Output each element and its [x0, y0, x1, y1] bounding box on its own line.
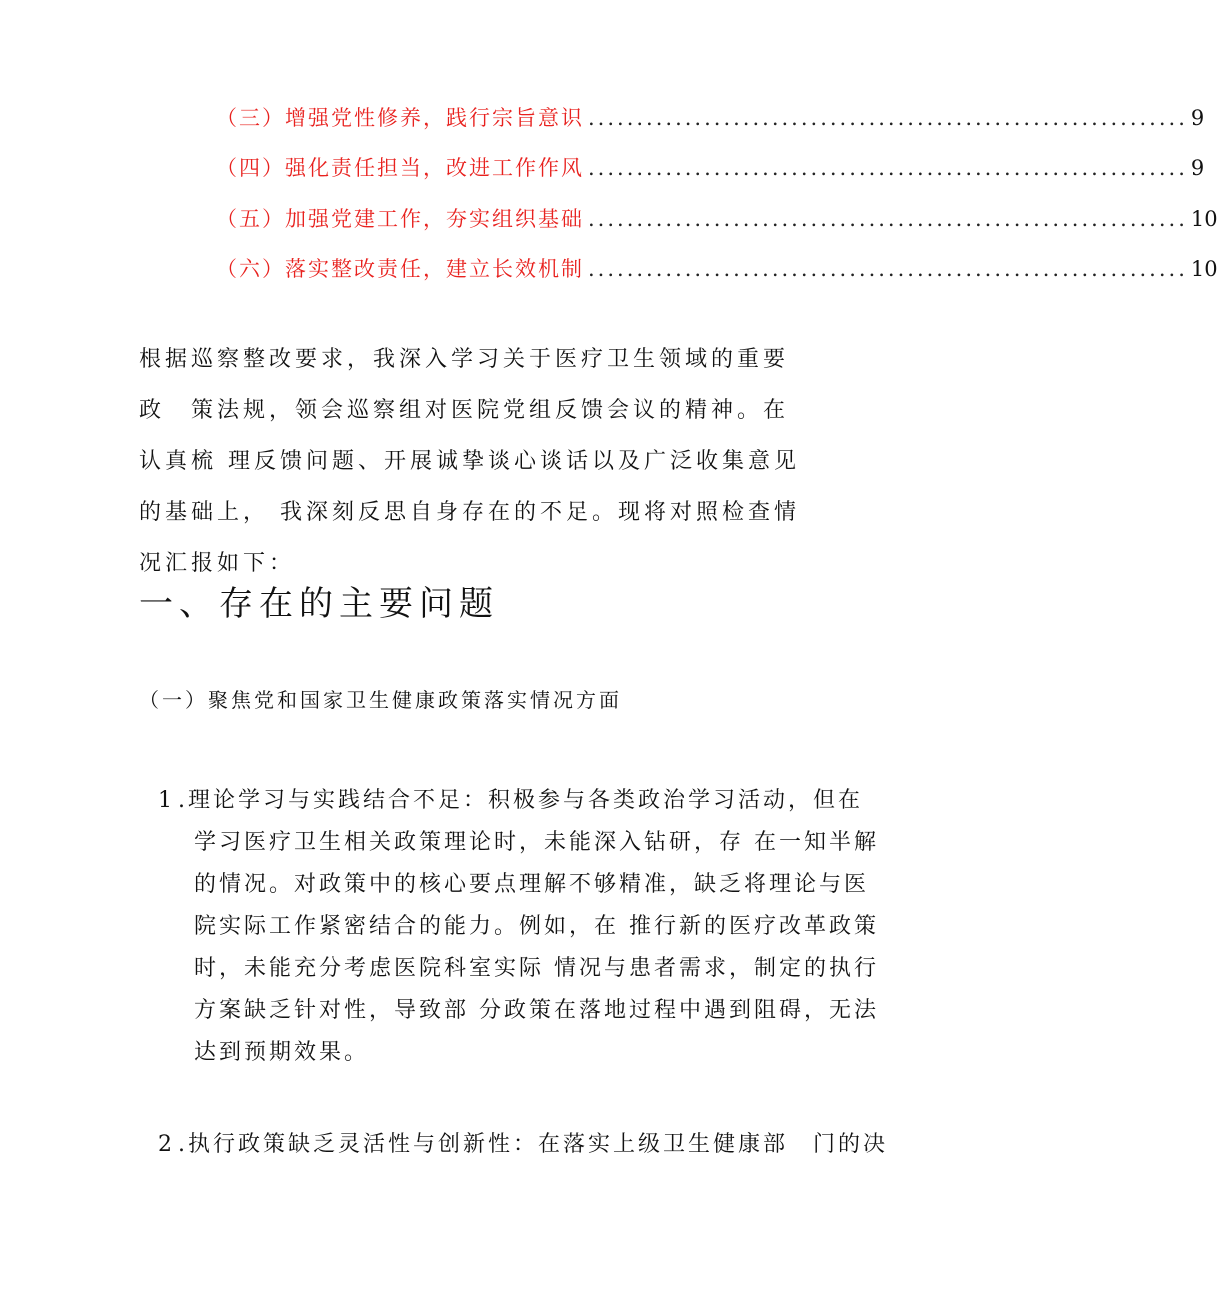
- toc-entry-page: 10: [1190, 257, 1218, 281]
- section-heading: 一、存在的主要问题: [139, 584, 499, 624]
- list-item: [158, 780, 879, 1074]
- toc-entry-label: （五）加强党建工作，夯实组织基础: [216, 207, 584, 231]
- list-item-line: 的情况。对政策中的核心要点理解不够精准，缺乏将理论与医: [194, 872, 870, 897]
- list-item-line: 时，未能充分考虑医院科室实际 情况与患者需求，制定的执行: [194, 956, 879, 981]
- toc-entry[interactable]: [216, 104, 1205, 132]
- list-item-line: 方案缺乏针对性，导致部 分政策在落地过程中遇到阻碍，无法: [194, 998, 879, 1023]
- intro-paragraph: 根据巡察整改要求，我深入学习关于医疗卫生领域的重要政 策法规，领会巡察组对医院党组反馈会议的精神。在认真梳 理反馈问题、开展诚挚谈心谈话以及广泛收集意见的基础上， 我深刻反思自身存在的不足。现将对照检查情况汇报如下：: [139, 347, 800, 576]
- list-item-number: 1: [158, 788, 175, 813]
- sub-heading: （一）聚焦党和国家卫生健康政策落实情况方面: [139, 688, 622, 712]
- list-item-line: .理论学习与实践结合不足：积极参与各类政治学习活动，但在: [178, 788, 863, 813]
- toc-entry[interactable]: [216, 154, 1205, 182]
- toc-leader-dots: ..............................................................: [588, 257, 1188, 281]
- list-item-line: 达到预期效果。: [194, 1040, 370, 1065]
- toc-entry-label: （四）强化责任担当，改进工作作风: [216, 156, 584, 180]
- toc-entry-page: 10: [1190, 207, 1218, 231]
- toc-entry-page: 9: [1190, 106, 1205, 130]
- toc-leader-dots: ..............................................................: [588, 156, 1188, 180]
- list-item-line: 学习医疗卫生相关政策理论时，未能深入钻研，存 在一知半解: [194, 830, 879, 855]
- toc-leader-dots: ..............................................................: [588, 106, 1188, 130]
- list-item-number: 2: [158, 1132, 175, 1157]
- toc-entry-label: （三）增强党性修养，践行宗旨意识: [216, 106, 584, 130]
- toc-entry-label: （六）落实整改责任，建立长效机制: [216, 257, 584, 281]
- toc-entry[interactable]: [216, 205, 1218, 233]
- toc-entry[interactable]: [216, 255, 1218, 283]
- list-item: [158, 1124, 888, 1166]
- toc-entry-page: 9: [1190, 156, 1205, 180]
- list-item-line: 院实际工作紧密结合的能力。例如，在 推行新的医疗改革政策: [194, 914, 879, 939]
- list-item-line: .执行政策缺乏灵活性与创新性：在落实上级卫生健康部 门的决: [178, 1132, 888, 1157]
- toc-leader-dots: ..............................................................: [588, 207, 1188, 231]
